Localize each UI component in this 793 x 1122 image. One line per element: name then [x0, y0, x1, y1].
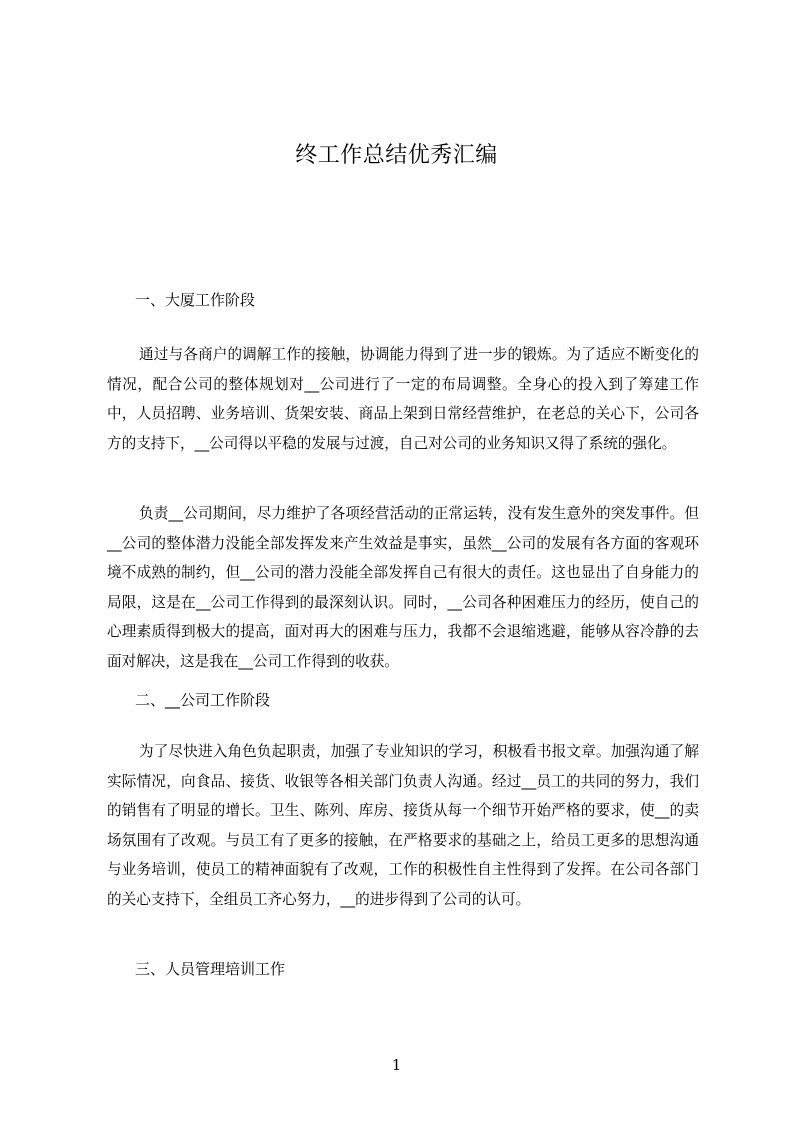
paragraph-2: 负责__公司期间，尽力维护了各项经营活动的正常运转，没有发生意外的突发事件。但__公司的整体潜力没能全部发挥发来产生效益是事实，虽然__公司的发展有各方面的客观环境不成熟的制约，但__公司的潜力没能全部发挥自己有很大的责任。这也显出了自身能力的局限，这是在__公司工作得到的最深刻认识。同时，__公司各种困难压力的经历，使自己的心理素质得到极大的提高，面对再大的困难与压力，我都不会退缩逃避，能够从容冷静的去面对解决，这是我在__公司工作得到的收获。	[107, 505, 699, 670]
page-number: 1	[391, 1056, 402, 1074]
section-heading-3: 三、人员管理培训工作	[135, 960, 286, 978]
document-title: 终工作总结优秀汇编	[295, 143, 498, 168]
paragraph-3: 为了尽快进入角色负起职责，加强了专业知识的学习，积极看书报文章。加强沟通了解实际情况，向食品、接货、收银等各相关部门负责人沟通。经过__员工的共同的努力，我们的销售有了明显的增长。卫生、陈列、库房、接货从每一个细节开始严格的要求，使__的卖场氛围有了改观。与员工有了更多的接触，在严格要求的基础之上，给员工更多的思想沟通与业务培训，使员工的精神面貌有了改观，工作的积极性自主性得到了发挥。在公司各部门的关心支持下，全组员工齐心努力，__的进步得到了公司的认可。	[107, 743, 699, 908]
section-heading-2: 二、__公司工作阶段	[135, 691, 271, 709]
paragraph-1: 通过与各商户的调解工作的接触，协调能力得到了进一步的锻炼。为了适应不断变化的情况，配合公司的整体规划对__公司进行了一定的布局调整。全身心的投入到了筹建工作中，人员招聘、业务培训、货架安装、商品上架到日常经营维护，在老总的关心下，公司各方的支持下，__公司得以平稳的发展与过渡，自己对公司的业务知识又得了系统的强化。	[107, 346, 699, 452]
section-heading-1: 一、大厦工作阶段	[135, 291, 256, 309]
